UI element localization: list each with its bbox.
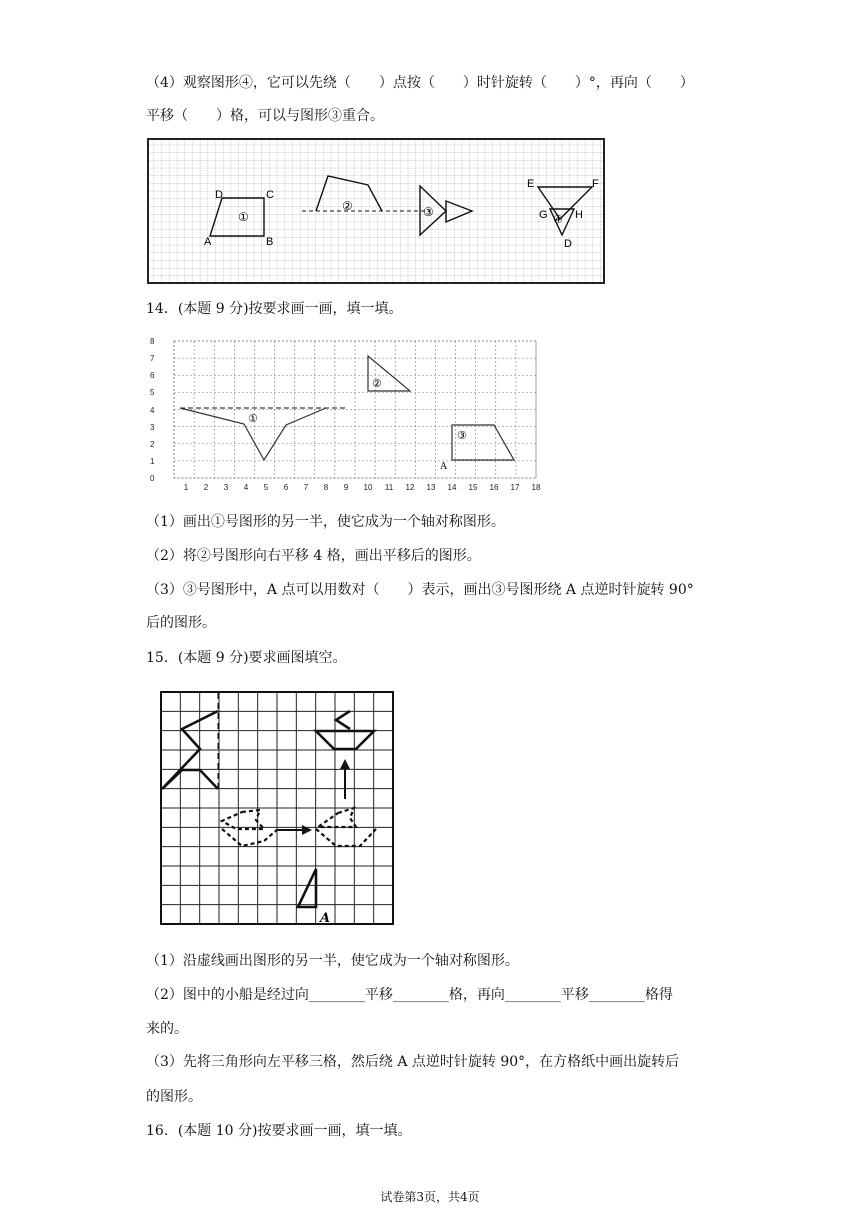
middle-boat-base bbox=[316, 829, 376, 846]
q14-heading: 14．(本题 9 分)按要求画一画，填一填。 bbox=[146, 301, 403, 317]
q13-grid-figure bbox=[146, 137, 606, 285]
x-tick: 15 bbox=[468, 483, 478, 492]
shape-4-label: ④ bbox=[553, 213, 563, 226]
q15-grid-figure bbox=[160, 691, 396, 927]
q16-heading: 16．(本题 10 分)按要求画一画，填一填。 bbox=[146, 1123, 412, 1139]
label-d: D bbox=[215, 189, 223, 201]
x-tick: 14 bbox=[447, 483, 457, 492]
y-tick: 7 bbox=[150, 354, 155, 363]
x-tick: 6 bbox=[283, 483, 289, 492]
label-b: B bbox=[266, 236, 274, 248]
shape-1-label: ① bbox=[238, 210, 249, 224]
final-boat-flag bbox=[336, 711, 350, 729]
q15-part1: （1）沿虚线画出图形的另一半，使它成为一个轴对称图形。 bbox=[146, 953, 519, 969]
q15-part2b: 来的。 bbox=[146, 1021, 188, 1037]
q15-triangle bbox=[298, 869, 316, 907]
y-tick: 4 bbox=[150, 406, 155, 415]
x-tick: 5 bbox=[263, 483, 269, 492]
q15-part3b: 的图形。 bbox=[146, 1089, 202, 1105]
middle-boat bbox=[318, 808, 356, 827]
x-tick: 8 bbox=[323, 483, 329, 492]
shape-2-label: ② bbox=[342, 199, 353, 213]
arrow-right-head bbox=[302, 825, 312, 835]
q13-part4-line1: （4）观察图形④，它可以先绕（ ）点按（ ）时针旋转（ ）°，再向（ ） bbox=[146, 75, 694, 91]
label-f: F bbox=[592, 178, 599, 190]
q15-part3a: （3）先将三角形向左平移三格，然后绕 A 点逆时针旋转 90°，在方格纸中画出旋转后 bbox=[146, 1054, 680, 1070]
q14-part3a: （3）③号图形中，A 点可以用数对（ ）表示，画出③号图形绕 A 点逆时针旋转 90° bbox=[146, 582, 694, 598]
x-tick: 9 bbox=[343, 483, 349, 492]
label-d2: D bbox=[564, 238, 572, 250]
arrow-up-head bbox=[340, 759, 350, 769]
q14-point-a: A bbox=[440, 461, 448, 472]
label-g: G bbox=[539, 209, 548, 221]
q14-shape-1-label: ① bbox=[248, 412, 258, 425]
x-tick: 18 bbox=[531, 483, 541, 492]
q14-shape-3-label: ③ bbox=[457, 429, 467, 442]
x-tick: 3 bbox=[223, 483, 229, 492]
x-tick: 11 bbox=[384, 483, 394, 492]
q13-part4-line2: 平移（ ）格，可以与图形③重合。 bbox=[146, 108, 384, 124]
label-a: A bbox=[204, 236, 212, 248]
x-tick: 13 bbox=[426, 483, 436, 492]
q15-part2a: （2）图中的小船是经过向________平移________格，再向________平移________格得 bbox=[146, 987, 673, 1003]
x-tick: 10 bbox=[363, 483, 373, 492]
label-e: E bbox=[527, 178, 535, 190]
y-tick: 1 bbox=[150, 457, 155, 466]
y-tick: 0 bbox=[150, 474, 155, 483]
q14-coordinate-grid bbox=[146, 333, 546, 493]
y-tick: 5 bbox=[150, 388, 155, 397]
x-tick: 4 bbox=[243, 483, 249, 492]
q15-point-a: A bbox=[320, 911, 331, 926]
x-tick: 1 bbox=[183, 483, 189, 492]
x-tick: 16 bbox=[489, 483, 499, 492]
q14-shape-2-label: ② bbox=[372, 377, 382, 390]
y-tick: 6 bbox=[150, 371, 155, 380]
label-h: H bbox=[575, 209, 583, 221]
q15-heading: 15．(本题 9 分)要求画图填空。 bbox=[146, 650, 347, 666]
x-tick: 17 bbox=[510, 483, 520, 492]
shape-3-label: ③ bbox=[423, 205, 434, 219]
x-tick: 7 bbox=[303, 483, 309, 492]
label-c: C bbox=[266, 189, 274, 201]
q14-part3b: 后的图形。 bbox=[146, 615, 216, 631]
x-tick: 2 bbox=[203, 483, 209, 492]
y-tick: 3 bbox=[150, 423, 155, 432]
original-boat-base bbox=[222, 829, 278, 846]
q14-part1: （1）画出①号图形的另一半，使它成为一个轴对称图形。 bbox=[146, 514, 505, 530]
y-tick: 8 bbox=[150, 337, 155, 346]
q14-part2: （2）将②号图形向右平移 4 格，画出平移后的图形。 bbox=[146, 548, 481, 564]
y-tick: 2 bbox=[150, 440, 155, 449]
final-boat-hull bbox=[316, 731, 374, 749]
page-footer: 试卷第3页，共4页 bbox=[380, 1190, 480, 1204]
x-tick: 12 bbox=[405, 483, 415, 492]
